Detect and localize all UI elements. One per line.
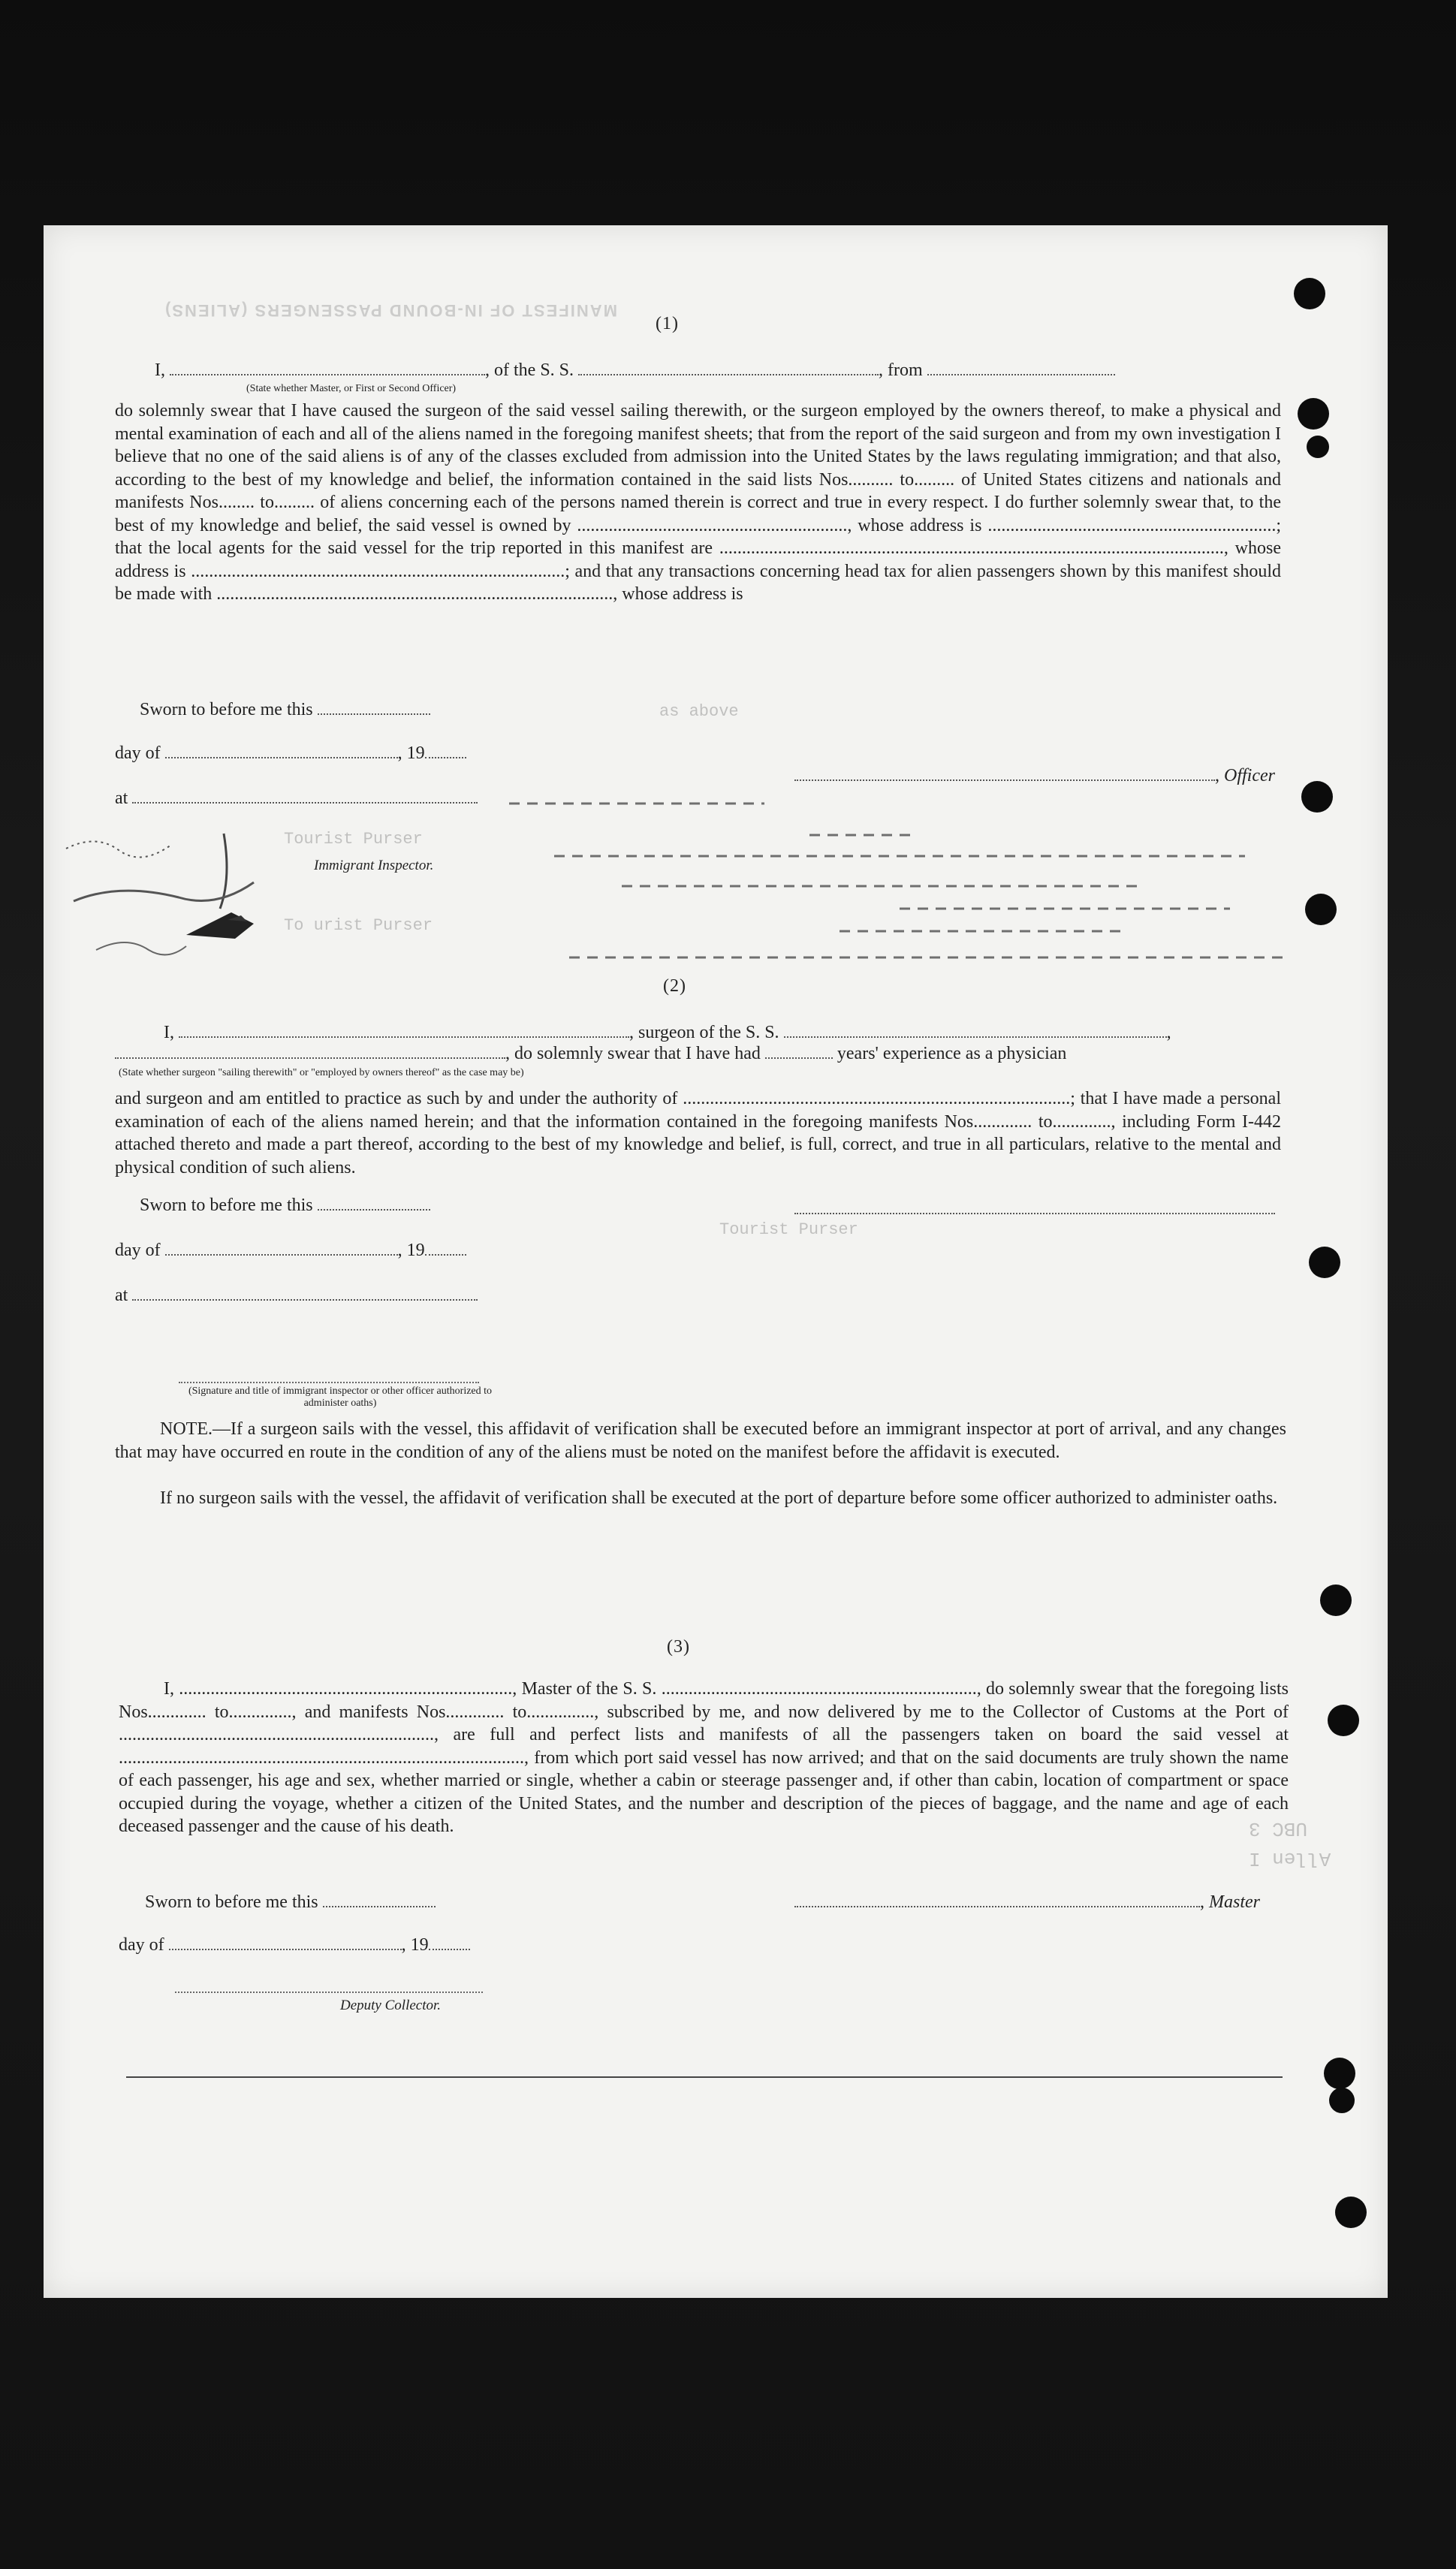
- section-1-caption: (State whether Master, or First or Second Officer): [246, 383, 457, 394]
- deputy-collector-label: Deputy Collector.: [340, 1998, 442, 2013]
- punch-hole: [1324, 2058, 1355, 2089]
- section-3-number: (3): [667, 1637, 690, 1657]
- year-field[interactable]: [425, 742, 466, 758]
- surgeon-ship-field[interactable]: [784, 1021, 1167, 1038]
- punch-hole: [1294, 278, 1325, 309]
- sworn-label: Sworn to before me this: [145, 1892, 318, 1912]
- pronoun-i: I,: [164, 1023, 174, 1042]
- section-2-body: and surgeon and am entitled to practice as such by and under the authority of ......................................................................................; that I have made a personal examination of each of the aliens named herein; and that the information contained in the foregoing manifests Nos............. to............., including Form I-442 attached thereto and made a part thereof, according to the best of my knowledge and belief, is full, correct, and true in all particulars, relative to the mental and physical condition of such aliens.: [115, 1089, 1281, 1177]
- sworn-label: Sworn to before me this: [140, 700, 313, 719]
- ship-name-field[interactable]: [578, 359, 879, 375]
- of-the-ss-label: , of the S. S.: [485, 360, 574, 380]
- section-2-line-1: I, , surgeon of the S. S. ,: [164, 1023, 1171, 1042]
- officer-name-field[interactable]: [170, 359, 485, 375]
- bleed-through-margin-stamp: UBC 3: [1249, 1817, 1308, 1840]
- section-1-day-line: day of , 19: [115, 742, 466, 764]
- deputy-signature-rule: [175, 1992, 483, 1993]
- section-2-sworn-line: [140, 1194, 430, 1217]
- sworn-date-field[interactable]: [323, 1891, 436, 1907]
- year-prefix: 19: [406, 743, 425, 763]
- officer-label: Officer: [1224, 766, 1275, 785]
- departure-port-field[interactable]: [927, 359, 1115, 375]
- punch-hole: [1298, 398, 1329, 430]
- pronoun-i: I,: [155, 360, 165, 380]
- month-field[interactable]: [165, 1239, 398, 1256]
- inspector-signature-rule: [179, 1382, 479, 1383]
- section-2-signature-caption: (Signature and title of immigrant inspector or other officer authorized to administer oaths): [188, 1386, 493, 1409]
- punch-hole: [1329, 2088, 1355, 2113]
- officer-signature-field[interactable]: [794, 764, 1215, 781]
- bleed-through-text: Tourist Purser: [284, 830, 423, 849]
- day-of-label: day of: [119, 1935, 164, 1955]
- section-1-number: (1): [656, 314, 679, 333]
- section-3-body: I, .........................................................................., Master of the S. S. ......................................................................, do solemnly swear that the foregoing lists Nos............. to.............., and manifests Nos............. to..............., subscribed by me, and now delivered by me to the Collector of Customs at the Port of ......................................................................, are full and perfect lists and manifests of all the passengers taken on board the said vessel at .........................................................................................., from which port said vessel has now arrived; and that on the said documents are truly shown the name of each passenger, his age and sex, whether married or single, whether a cabin or steerage passenger and, if other than cabin, location of compartment or space occupied during the voyage, whether a citizen of the United States, and the number and description of the pieces of baggage, and the name and age of each deceased passenger and the cause of his death.: [119, 1679, 1289, 1836]
- punch-hole: [1335, 2197, 1367, 2228]
- bleed-through-margin-stamp: Allen I: [1249, 1847, 1331, 1870]
- year-field[interactable]: [425, 1239, 466, 1256]
- inspector-signature-scribble: [51, 804, 472, 969]
- officer-signature-line: , Officer: [794, 764, 1275, 787]
- punch-hole: [1328, 1705, 1359, 1736]
- sworn-date-field[interactable]: [318, 1194, 430, 1211]
- section-1-body: do solemnly swear that I have caused the surgeon of the said vessel sailing therewith, or the surgeon employed by the owners thereof, to make a physical and mental examination of each and all of the aliens named in the foregoing manifest sheets; that from the report of the said surgeon and from my own investigation I believe that no one of the said aliens is of any of the classes excluded from admission into the United States by the laws regulating immigration; and that also, according to the best of my knowledge and belief, the information contained in the said lists Nos.......... to......... of United States citizens and nationals and manifests Nos........ to......... of aliens concerning each of the persons named therein is correct and true in every respect. I do further solemnly swear that, to the best of my knowledge and belief, the said vessel is owned by ............................................................, whose address is ................................................................; that the local agents for the said vessel for the trip reported in this manifest are ................................................................................................................, whose address is ...................................................................................; and that any transactions concerning head tax for alien passengers shown by this manifest should be made with ........................................................................................, whose address is: [115, 401, 1281, 604]
- bottom-rule: [126, 2076, 1283, 2078]
- day-of-label: day of: [115, 743, 161, 763]
- bleed-through-dashes: [494, 796, 1320, 969]
- years-experience-label: years' experience as a physician: [837, 1044, 1067, 1063]
- section-2-day-line: day of , 19: [115, 1239, 466, 1262]
- section-3-day-line: day of , 19: [119, 1934, 470, 1956]
- day-of-label: day of: [115, 1241, 161, 1260]
- year-prefix: 19: [406, 1241, 425, 1260]
- punch-hole: [1320, 1585, 1352, 1616]
- master-signature-line: , Master: [794, 1891, 1260, 1913]
- section-1-line-1: [155, 359, 1115, 381]
- section-1-sworn-line: [140, 698, 430, 721]
- years-experience-field[interactable]: [765, 1042, 833, 1059]
- year-field[interactable]: [429, 1934, 470, 1950]
- solemnly-swear-label: , do solemnly swear that I have had: [505, 1044, 761, 1063]
- section-3-sworn-line: [145, 1891, 436, 1913]
- sworn-label: Sworn to before me this: [140, 1196, 313, 1215]
- immigrant-inspector-label: Immigrant Inspector.: [314, 858, 434, 873]
- section-2-caption: (State whether surgeon "sailing therewith" or "employed by owners thereof" as the case may be): [119, 1067, 524, 1078]
- surgeon-status-field[interactable]: [115, 1042, 505, 1059]
- place-field[interactable]: [132, 787, 478, 804]
- bleed-through-text: Tourist Purser: [719, 1220, 858, 1239]
- from-label: , from: [879, 360, 923, 380]
- surgeon-signature-field[interactable]: [794, 1198, 1275, 1214]
- section-2-at-line: [115, 1284, 478, 1307]
- year-prefix: 19: [410, 1935, 429, 1955]
- note-paragraph: NOTE.—If a surgeon sails with the vessel, this affidavit of verification shall be executed before an immigrant inspector at port of arrival, and any changes that may have occurred en route in the condition of any of the aliens must be noted on the manifest before the affidavit is executed.: [115, 1419, 1286, 1462]
- sworn-date-field[interactable]: [318, 698, 430, 715]
- month-field[interactable]: [169, 1934, 402, 1950]
- at-label: at: [115, 1286, 128, 1305]
- bleed-through-header: MANIFEST OF IN-BOUND PASSENGERS (ALIENS): [164, 301, 617, 320]
- surgeon-signature-line: [794, 1198, 1275, 1220]
- place-field[interactable]: [132, 1284, 478, 1301]
- surgeon-name-field[interactable]: [179, 1021, 629, 1038]
- surgeon-of-ss-label: , surgeon of the S. S.: [629, 1023, 779, 1042]
- punch-hole: [1309, 1247, 1340, 1278]
- bleed-through-text: To urist Purser: [284, 916, 433, 935]
- punch-hole: [1307, 436, 1329, 458]
- section-2-line-2: [115, 1042, 1066, 1065]
- manifest-verification-page: [44, 225, 1388, 2298]
- month-field[interactable]: [165, 742, 398, 758]
- bleed-through-text: as above: [659, 702, 739, 721]
- at-label: at: [115, 788, 128, 808]
- section-2-number: (2): [663, 976, 686, 996]
- master-label: Master: [1209, 1892, 1260, 1912]
- master-signature-field[interactable]: [794, 1891, 1200, 1907]
- note-paragraph-2: If no surgeon sails with the vessel, the affidavit of verification shall be executed at the port of departure before some officer authorized to administer oaths.: [160, 1488, 1278, 1508]
